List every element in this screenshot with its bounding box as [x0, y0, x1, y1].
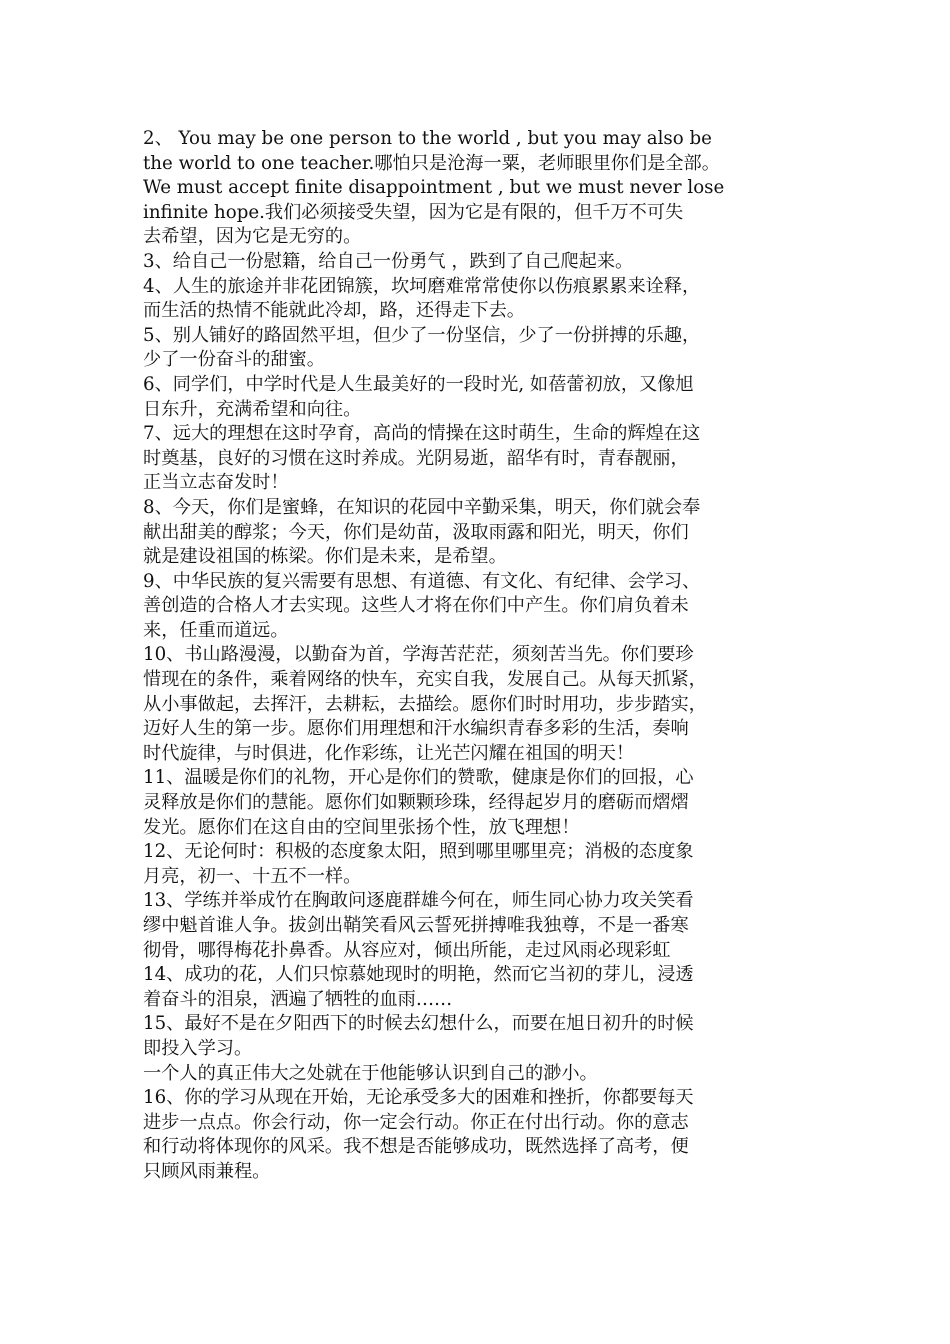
- paragraph-7: 7、远大的理想在这时孕育，高尚的情操在这时萌生，生命的辉煌在这 时奠基，良好的习惯在这时养成。光阴易逝，韶华有时，青春靓丽， 正当立志奋发时！: [143, 423, 701, 494]
- paragraph-2: 2、 You may be one person to the world , but you may also be the world to one teacher.哪怕只是沧海一粟，老师眼里你们是全部。 We must accept finite disappointment , but we must never lose infinite hope.我们必须接受失望，因为它是有限的，但千万不可失 去希望，因为它是无穷的。: [143, 128, 725, 248]
- paragraph-greatness: 一个人的真正伟大之处就在于他能够认识到自己的渺小。: [143, 1062, 598, 1084]
- paragraph-8: 8、今天，你们是蜜蜂，在知识的花园中辛勤采集，明天，你们就会奉 献出甜美的醇浆；今天，你们是幼苗，汲取雨露和阳光，明天，你们 就是建设祖国的栋梁。你们是未来，是希望。: [143, 496, 701, 568]
- paragraph-6: 6、同学们，中学时代是人生最美好的一段时光, 如蓓蕾初放，又像旭 日东升，充满希望和向往。: [143, 373, 694, 420]
- paragraph-11: 11、温暖是你们的礼物，开心是你们的赞歌，健康是你们的回报，心 灵释放是你们的慧能。愿你们如颗颗珍珠，经得起岁月的磨砺而熠熠 发光。愿你们在这自由的空间里张扬个性，放飞理想！: [143, 767, 694, 838]
- paragraph-13: 13、学练并举成竹在胸敢问逐鹿群雄今何在，师生同心协力攻关笑看 缪中魁首谁人争。拔剑出鞘笑看风云誓死拼搏唯我独尊，不是一番寒 彻骨，哪得梅花扑鼻香。从容应对，倾出所能，走过风雨必现彩虹: [143, 890, 694, 961]
- paragraph-10: 10、书山路漫漫，以勤奋为首，学海苦茫茫，须刻苦当先。你们要珍 惜现在的条件，乘着网络的快车，充实自我，发展自己。从每天抓紧， 从小事做起，去挥汗，去耕耘，去描绘。愿你们时时用功，步步踏实， 迈好人生的第一步。愿你们用理想和汗水编织青春多彩的生活，奏响 时代旋律，与时俱进，化作彩练，让光芒闪耀在祖国的明天！: [143, 644, 707, 764]
- paragraph-14: 14、成功的花，人们只惊慕她现时的明艳，然而它当初的芽儿，浸透 着奋斗的泪泉，洒遍了牺牲的血雨……: [143, 964, 694, 1010]
- paragraph-3: 3、给自己一份慰籍，给自己一份勇气 ，跌到了自己爬起来。: [143, 250, 634, 272]
- paragraph-16: 16、你的学习从现在开始，无论承受多大的困难和挫折，你都要每天 进步一点点。你会行动，你一定会行动。你正在付出行动。你的意志 和行动将体现你的风采。我不想是否能够成功，既然选择了高考，便 只顾风雨兼程。: [143, 1087, 694, 1182]
- paragraph-12: 12、无论何时：积极的态度象太阳，照到哪里哪里亮；消极的态度象 月亮，初一、十五不一样。: [143, 841, 694, 887]
- paragraph-5: 5、别人铺好的路固然平坦，但少了一份坚信，少了一份拼搏的乐趣， 少了一份奋斗的甜蜜。: [143, 324, 701, 371]
- document-page: [143, 127, 823, 1185]
- paragraph-9: 9、中华民族的复兴需要有思想、有道德、有文化、有纪律、会学习、 善创造的合格人才去实现。这些人才将在你们中产生。你们肩负着未 来，任重而道远。: [143, 570, 701, 641]
- paragraph-15: 15、最好不是在夕阳西下的时候去幻想什么，而要在旭日初升的时候 即投入学习。: [143, 1013, 694, 1059]
- paragraph-4: 4、人生的旅途并非花团锦簇，坎坷磨难常常使你以伤痕累累来诠释， 而生活的热情不能就此冷却，路，还得走下去。: [143, 275, 701, 322]
